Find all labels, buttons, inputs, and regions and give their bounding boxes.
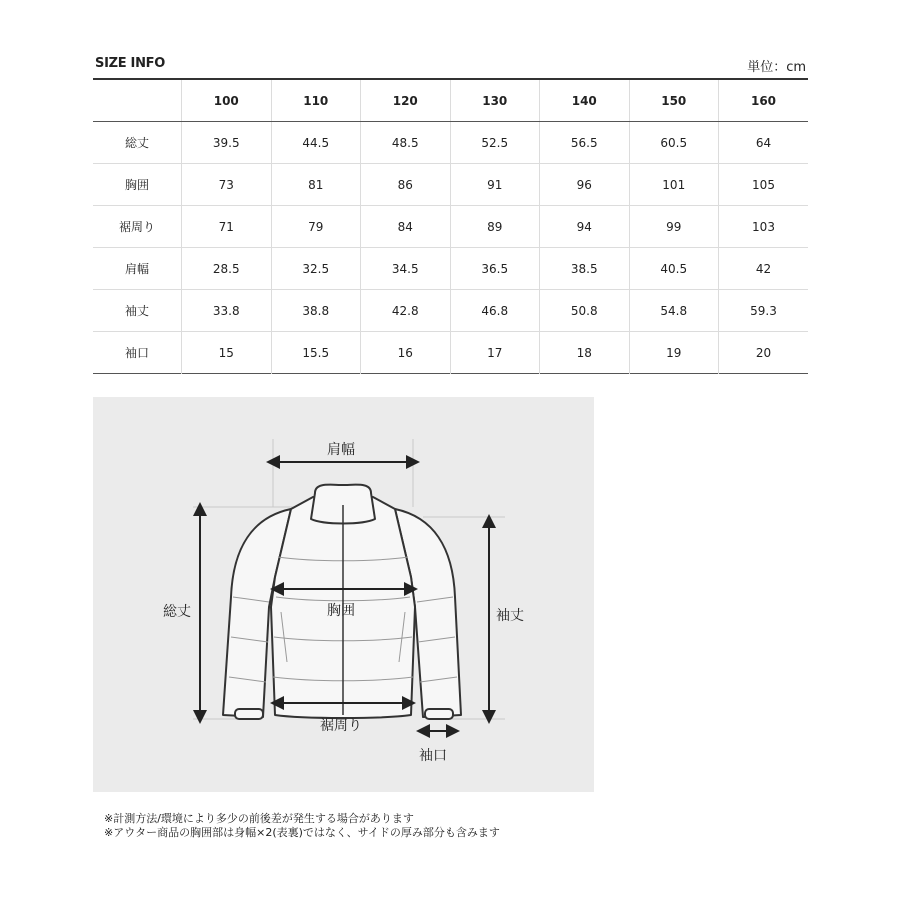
- table-cell: 94: [540, 206, 630, 248]
- table-cell: 38.5: [540, 248, 630, 290]
- table-row: [93, 206, 808, 248]
- unit-label: 単位：cm: [747, 60, 806, 75]
- table-cell: 71: [182, 206, 272, 248]
- table-cell: 56.5: [540, 122, 630, 164]
- table-row: [93, 122, 808, 164]
- note-line: ※アウター商品の胸囲部は身幅×2(表裏)ではなく、サイドの厚み部分も含みます: [104, 826, 500, 839]
- table-row: [93, 332, 808, 374]
- table-cell: 86: [361, 164, 451, 206]
- table-cell: 79: [271, 206, 361, 248]
- table-cell: 32.5: [271, 248, 361, 290]
- table-cell: 20: [719, 332, 809, 374]
- table-header-row: [93, 79, 808, 122]
- table-cell: 99: [629, 206, 719, 248]
- column-header: 120: [361, 79, 451, 122]
- table-row: [93, 248, 808, 290]
- row-label: 肩幅: [93, 248, 182, 290]
- size-table: [93, 78, 808, 374]
- table-cell: 50.8: [540, 290, 630, 332]
- table-cell: 46.8: [450, 290, 540, 332]
- length-label: 総丈: [163, 604, 191, 620]
- table-cell: 54.8: [629, 290, 719, 332]
- section-title: SIZE INFO: [95, 56, 165, 71]
- table-cell: 18: [540, 332, 630, 374]
- table-cell: 15.5: [271, 332, 361, 374]
- column-header: 130: [450, 79, 540, 122]
- table-cell: 16: [361, 332, 451, 374]
- table-cell: 73: [182, 164, 272, 206]
- table-cell: 38.8: [271, 290, 361, 332]
- column-header: [93, 79, 182, 122]
- row-label: 総丈: [93, 122, 182, 164]
- table-cell: 60.5: [629, 122, 719, 164]
- column-header: 110: [271, 79, 361, 122]
- table-cell: 91: [450, 164, 540, 206]
- cuff-label: 袖口: [419, 748, 447, 764]
- table-cell: 103: [719, 206, 809, 248]
- row-label: 裾周り: [93, 206, 182, 248]
- table-cell: 33.8: [182, 290, 272, 332]
- table-row: [93, 290, 808, 332]
- table-cell: 34.5: [361, 248, 451, 290]
- column-header: 160: [719, 79, 809, 122]
- chest-label: 胸囲: [327, 603, 355, 619]
- table-cell: 96: [540, 164, 630, 206]
- table-cell: 42.8: [361, 290, 451, 332]
- sleeve-label: 袖丈: [496, 608, 524, 624]
- table-cell: 17: [450, 332, 540, 374]
- table-row: [93, 164, 808, 206]
- row-label: 袖口: [124, 346, 149, 360]
- column-header: 140: [540, 79, 630, 122]
- table-cell: 89: [450, 206, 540, 248]
- table-cell: 42: [719, 248, 809, 290]
- table-cell: 40.5: [629, 248, 719, 290]
- table-cell: 52.5: [450, 122, 540, 164]
- table-cell: 64: [719, 122, 809, 164]
- column-header: 150: [629, 79, 719, 122]
- note-line: ※計測方法/環境により多少の前後差が発生する場合があります: [104, 812, 414, 825]
- table-cell: 39.5: [182, 122, 272, 164]
- table-cell: 105: [719, 164, 809, 206]
- table-cell: 36.5: [450, 248, 540, 290]
- row-label: 袖丈: [93, 290, 182, 332]
- shoulder-label: 肩幅: [327, 442, 355, 458]
- table-cell: 59.3: [719, 290, 809, 332]
- hem-label: 裾周り: [320, 718, 362, 734]
- table-cell: 84: [361, 206, 451, 248]
- notes: [104, 812, 500, 840]
- table-cell: 44.5: [271, 122, 361, 164]
- table-cell: 101: [629, 164, 719, 206]
- table-cell: 81: [271, 164, 361, 206]
- table-cell: 48.5: [361, 122, 451, 164]
- table-cell: 28.5: [182, 248, 272, 290]
- measurement-diagram: [93, 397, 594, 792]
- table-cell: 15: [182, 332, 272, 374]
- row-label: 胸囲: [93, 164, 182, 206]
- column-header: 100: [182, 79, 272, 122]
- table-cell: 19: [629, 332, 719, 374]
